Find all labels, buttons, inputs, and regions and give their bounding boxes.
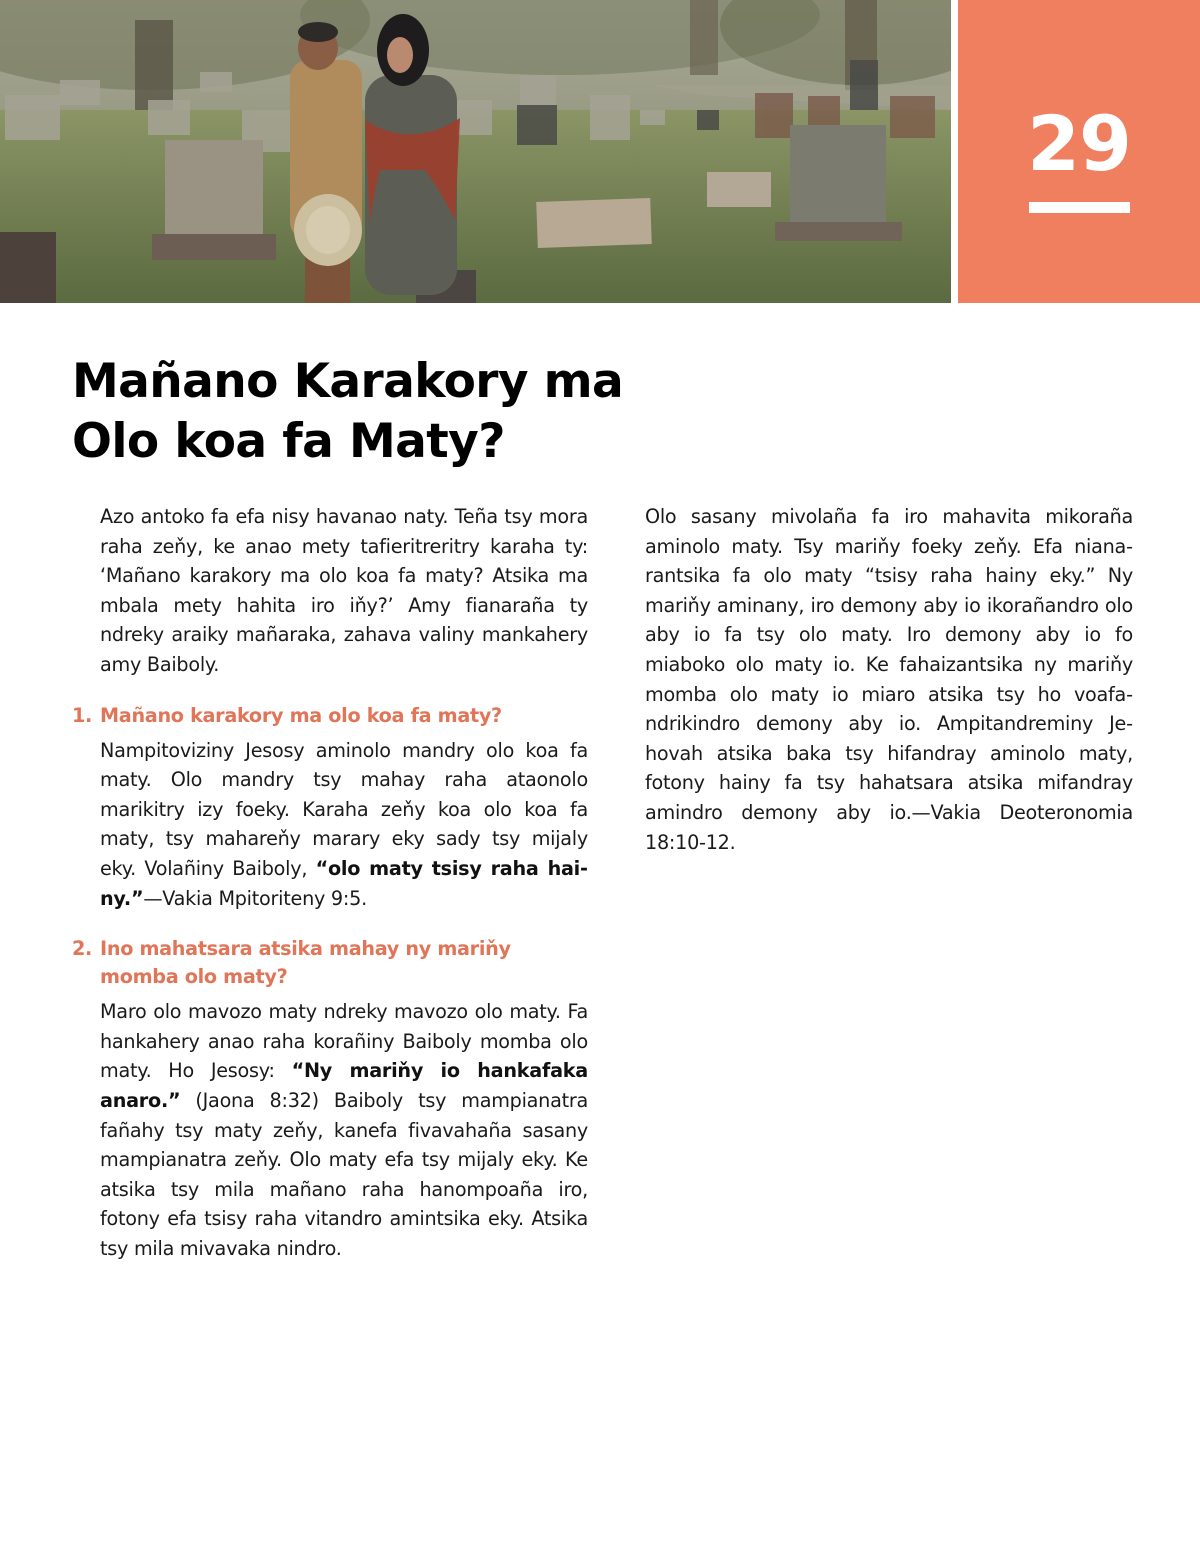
- left-column: [72, 502, 588, 1263]
- section-2-question: Ino mahatsara atsika mahay ny mariňy momba olo maty?: [100, 937, 511, 989]
- section-1-paragraph: [100, 736, 588, 914]
- lesson-number: 29: [1027, 99, 1131, 188]
- page-title: [72, 352, 672, 472]
- intro-paragraph: Azo antoko fa efa nisy havanao naty. Teña tsy mora raha zeňy, ke anao mety tafieritreritry karaha ty: ‘Mañano karakory ma olo koa fa maty? Atsika ma mbala mety hahita iro iňy?’ Amy fianaraña ty ndreky araiky mañaraka, zahava valiny mankahery amy Baiboly.: [100, 505, 588, 676]
- section-2-paragraph: [100, 997, 588, 1263]
- section-2-text-continued: (Jaona 8:32) Baiboly tsy mampianatra fañahy tsy maty zeňy, kanefa fivavahaña sasany mampianatra zeňy. Olo maty efa tsy mijaly eky. Ke atsika tsy mila mañano raha hanompoaña iro, fotony efa tsisy raha vitandro amintsika eky. Atsika tsy mila mivavaka nindro.: [100, 1088, 588, 1260]
- section-1-number: 1.: [72, 703, 93, 727]
- section-2-paragraph-continued: Olo sasany mivolaña fa iro mahavita mikoraña aminolo maty. Tsy mariňy foeky zeňy. Efa nianarantsika fa olo maty “tsisy raha hainy eky.” Ny mariňy aminany, iro demony aby io ikorañandro olo aby io fa tsy olo maty. Iro demony aby io fo miaboko olo maty io. Ke fahaizantsika ny mariňy momba olo maty io miaro atsika tsy ho voafandrikindro demony aby io. Ampitandreminy Jehovah atsika baka tsy hifandray aminolo maty, fotony hainy fa tsy hahatsara atsika mifandray amindro demony aby io.—Vakia Deoteronomia 18:10-12.: [645, 505, 1133, 854]
- section-2-quote: “Ny mariňy io hankafaka anaro.”: [100, 1059, 588, 1112]
- section-1-heading: [72, 702, 588, 730]
- right-column: [645, 502, 1133, 857]
- hero-photo: [0, 0, 951, 303]
- cemetery-scene-illustration: [0, 0, 951, 303]
- lesson-number-underline: [1029, 202, 1130, 213]
- section-2-heading: [72, 935, 588, 991]
- section-1-quote: “olo maty tsisy raha hainy.”: [100, 856, 588, 910]
- title-line-2: Olo koa fa Maty?: [72, 414, 505, 469]
- section-2-number: 2.: [72, 937, 93, 961]
- title-line-1: Mañano Karakory ma: [72, 354, 624, 409]
- section-1-text: Nampitoviziny Jesosy aminolo mandry olo koa fa maty. Olo mandry tsy mahay raha ataonolo marikitry izy foeky. Karaha zeňy koa olo koa fa maty, tsy mahareňy marary eky sady tsy mijaly eky. Volañiny Baiboly,: [100, 738, 588, 880]
- lesson-number-badge: [958, 0, 1200, 303]
- section-2-text: Maro olo mavozo maty ndreky mavozo olo maty. Fa hankahery anao raha korañiny Baiboly momba olo maty. Ho Jesosy:: [100, 1000, 588, 1083]
- section-1-reference: —Vakia Mpitoriteny 9:5.: [143, 886, 367, 910]
- section-1-question: Mañano karakory ma olo koa fa maty?: [100, 703, 502, 727]
